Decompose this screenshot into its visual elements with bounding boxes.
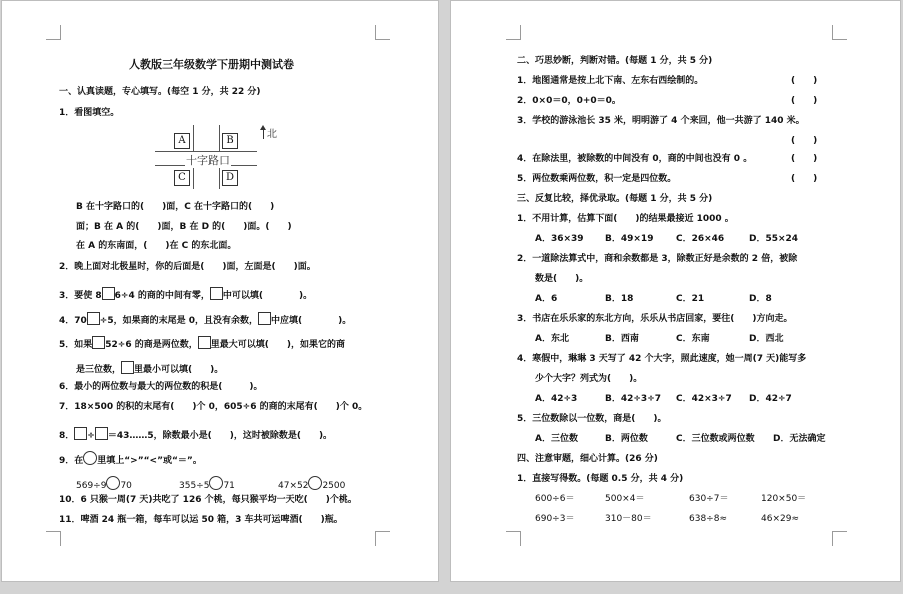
option: B．西南 <box>605 334 639 344</box>
section-heading: 三、反复比较，择优录取。(每题 1 分，共 5 分) <box>517 194 713 204</box>
crossroad-diagram <box>152 125 287 195</box>
crop-mark <box>832 25 847 40</box>
judge-5: 5．两位数乘两位数，积一定是四位数。 <box>517 174 677 184</box>
calc-item: 638÷8≈ <box>689 514 727 524</box>
option: C．21 <box>676 294 705 304</box>
page-title: 人教版三年级数学下册期中测试卷 <box>129 58 294 71</box>
label-c: C <box>174 170 190 186</box>
question-6: 6．最小的两位数与最大的两位数的积是( )。 <box>59 382 263 392</box>
calc-item: 310－80＝ <box>605 514 652 524</box>
blank-box <box>95 427 108 440</box>
option: D．42÷7 <box>749 394 792 404</box>
section-heading: 四、注意审题，细心计算。(26 分) <box>517 454 658 464</box>
blank-circle <box>209 476 223 490</box>
option: A．42÷3 <box>535 394 578 404</box>
option: B．两位数 <box>605 434 648 444</box>
option: A．三位数 <box>535 434 578 444</box>
question-4: 4．70 ÷5，如果商的末尾是 0，且没有余数， 中应填( )。 <box>59 312 351 327</box>
option: C．42×3÷7 <box>676 394 732 404</box>
option: C．三位数或两位数 <box>676 434 755 444</box>
crop-mark <box>832 531 847 546</box>
calc-item: 500×4＝ <box>605 494 645 504</box>
q1-line-2: 面；B 在 A 的( )面，B 在 D 的( )面。( ) <box>76 222 292 232</box>
north-label: 北 <box>267 129 277 140</box>
crop-mark <box>506 531 521 546</box>
option: C．东南 <box>676 334 710 344</box>
section-heading: 一、认真读题，专心填写。(每空 1 分，共 22 分) <box>59 87 261 97</box>
label-b: B <box>222 133 238 149</box>
blank-box <box>210 287 223 300</box>
q9-compare-3: 47×52 2500 <box>278 476 345 492</box>
crop-mark <box>375 25 390 40</box>
calc-item: 690÷3＝ <box>535 514 575 524</box>
blank-circle <box>308 476 322 490</box>
option: B．18 <box>605 294 634 304</box>
crop-mark <box>46 25 61 40</box>
calc-item: 630÷7＝ <box>689 494 729 504</box>
calc-item: 600÷6＝ <box>535 494 575 504</box>
q9-compare-1: 569÷9 70 <box>76 476 132 492</box>
option: D．55×24 <box>749 234 799 244</box>
question-11: 11．啤酒 24 瓶一箱，每车可以运 50 箱，3 车共可运啤酒( )瓶。 <box>59 515 343 525</box>
label-d: D <box>222 170 238 186</box>
option: D．无法确定 <box>773 434 826 444</box>
option: D．8 <box>749 294 772 304</box>
option: B．49×19 <box>605 234 654 244</box>
choice-4-cont: 少个大字？列式为( )。 <box>535 374 643 384</box>
blank-box <box>258 312 271 325</box>
crop-mark <box>46 531 61 546</box>
blank-circle <box>83 451 97 465</box>
crop-mark <box>375 531 390 546</box>
label-a: A <box>174 133 190 149</box>
judge-1: 1．地图通常是按上北下南、左东右西绘制的。 <box>517 76 704 86</box>
judge-3: 3．学校的游泳池长 35 米，明明游了 4 个来回，他一共游了 140 米。 <box>517 116 805 126</box>
q9-compare-2: 355÷5 71 <box>179 476 235 492</box>
option: A．6 <box>535 294 558 304</box>
blank-box <box>92 336 105 349</box>
choice-2-cont: 数是( )。 <box>535 274 589 284</box>
question-5: 5．如果 52÷6 的商是两位数， 里最大可以填( )，如果它的商 <box>59 336 345 351</box>
calc-heading: 1．直接写得数。(每题 0.5 分，共 4 分) <box>517 474 684 484</box>
judge-5-paren: ( ) <box>791 174 818 184</box>
choice-5: 5．三位数除以一位数，商是( )。 <box>517 414 667 424</box>
crossroad-label: 十字路口 <box>186 154 230 167</box>
blank-circle <box>106 476 120 490</box>
option: A．东北 <box>535 334 569 344</box>
question-5-cont: 是三位数， 里最小可以填( )。 <box>76 361 223 376</box>
q1-line-1: B 在十字路口的( )面，C 在十字路口的( ) <box>76 202 275 212</box>
question-8: 8． ÷ ＝43……5，除数最小是( )，这时被除数是( )。 <box>59 427 332 442</box>
judge-2-paren: ( ) <box>791 96 818 106</box>
calc-item: 120×50＝ <box>761 494 807 504</box>
question-9: 9．在 里填上“>”“<”或“＝”。 <box>59 451 202 467</box>
choice-4: 4．寒假中，琳琳 3 天写了 42 个大字，照此速度，她一周(7 天)能写多 <box>517 354 807 364</box>
question-3: 3．要使 8 6÷4 的商的中间有零， 中可以填( )。 <box>59 287 312 302</box>
judge-4: 4．在除法里，被除数的中间没有 0，商的中间也没有 0 。 <box>517 154 753 164</box>
question-10: 10．6 只猴一周(7 天)共吃了 126 个桃，每只猴平均一天吃( )个桃。 <box>59 495 357 505</box>
crop-mark <box>506 25 521 40</box>
left-page <box>1 0 439 582</box>
judge-2: 2．0×0＝0，0+0＝0。 <box>517 96 621 106</box>
choice-1: 1．不用计算，估算下面( )的结果最接近 1000 。 <box>517 214 734 224</box>
blank-box <box>87 312 100 325</box>
option: A．36×39 <box>535 234 584 244</box>
option: C．26×46 <box>676 234 725 244</box>
question-1: 1．看图填空。 <box>59 108 120 118</box>
question-7: 7．18×500 的积的末尾有( )个 0，605÷6 的商的末尾有( )个 0。 <box>59 402 368 412</box>
calc-item: 46×29≈ <box>761 514 799 524</box>
blank-box <box>74 427 87 440</box>
judge-1-paren: ( ) <box>791 76 818 86</box>
question-2: 2．晚上面对北极星时，你的后面是( )面，左面是( )面。 <box>59 262 316 272</box>
judge-3-paren: ( ) <box>791 136 818 146</box>
judge-4-paren: ( ) <box>791 154 818 164</box>
option: D．西北 <box>749 334 784 344</box>
choice-3: 3．书店在乐乐家的东北方向，乐乐从书店回家，要往( )方向走。 <box>517 314 793 324</box>
section-heading: 二、巧思妙断，判断对错。(每题 1 分，共 5 分) <box>517 56 713 66</box>
option: B．42÷3÷7 <box>605 394 661 404</box>
blank-box <box>121 361 134 374</box>
q1-line-3: 在 A 的东南面，( )在 C 的东北面。 <box>76 241 237 251</box>
blank-box <box>198 336 211 349</box>
blank-box <box>102 287 115 300</box>
choice-2: 2．一道除法算式中，商和余数都是 3，除数正好是余数的 2 倍，被除 <box>517 254 798 264</box>
right-page <box>450 0 901 582</box>
